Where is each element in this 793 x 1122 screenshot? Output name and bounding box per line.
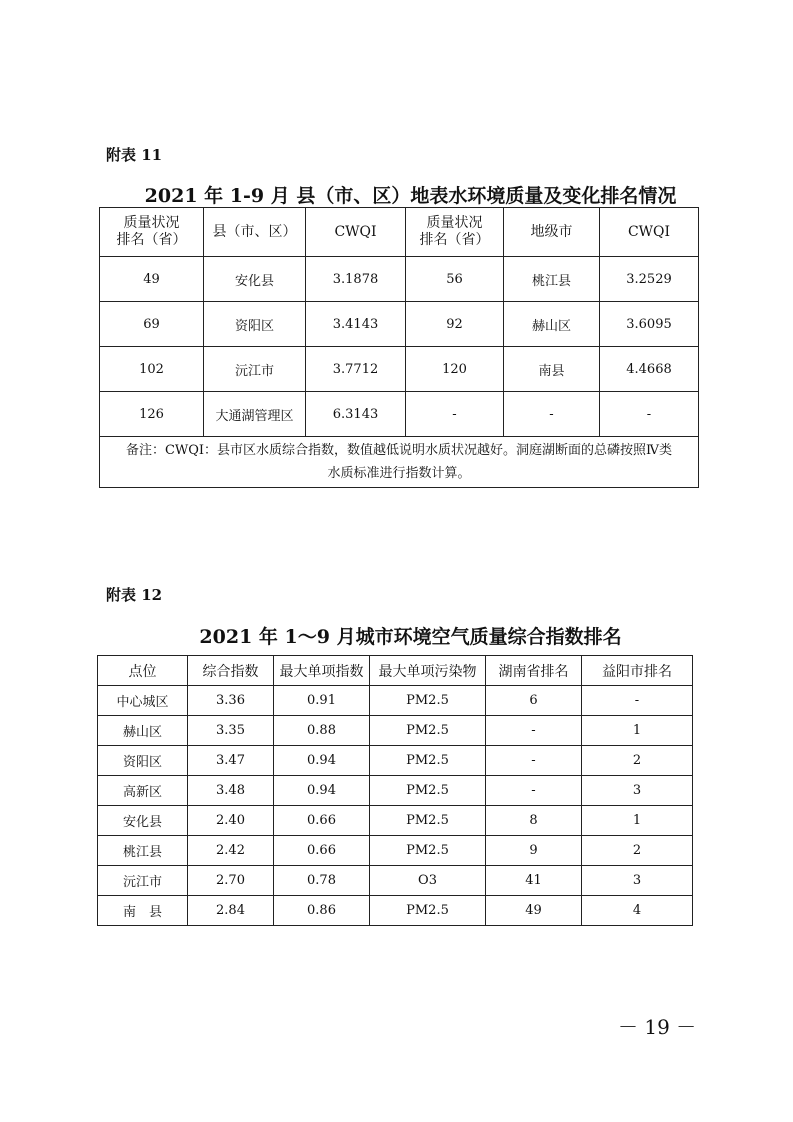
table-cell: 3 — [582, 866, 693, 896]
table-cell: 沅江市 — [204, 347, 306, 392]
header-line: 质量状况 — [123, 215, 180, 231]
table-cell: - — [504, 392, 600, 437]
header-cell: 综合指数 — [188, 656, 274, 686]
table-header-row — [98, 656, 693, 686]
header-cell: CWQI — [306, 208, 406, 257]
air-quality-table — [97, 655, 693, 926]
table-cell: PM2.5 — [370, 896, 486, 926]
table-cell: 56 — [406, 257, 504, 302]
table-row — [100, 257, 699, 302]
table-cell: PM2.5 — [370, 806, 486, 836]
table-cell: 中心城区 — [98, 686, 188, 716]
table-cell: 3.47 — [188, 746, 274, 776]
table-cell: 3.48 — [188, 776, 274, 806]
table-row — [98, 776, 693, 806]
table-cell: 高新区 — [98, 776, 188, 806]
table-cell: 2.40 — [188, 806, 274, 836]
table-cell: - — [486, 776, 582, 806]
table-cell: - — [600, 392, 699, 437]
table-cell: - — [486, 716, 582, 746]
header-cell: 点位 — [98, 656, 188, 686]
header-cell: 湖南省排名 — [486, 656, 582, 686]
header-cell: 地级市 — [504, 208, 600, 257]
table-cell: 0.88 — [274, 716, 370, 746]
note-line: 水质标准进行指数计算。 — [327, 466, 471, 481]
appendix-12-label: 附表 12 — [106, 586, 163, 604]
table-cell: 南 县 — [98, 896, 188, 926]
table-row — [98, 896, 693, 926]
table-cell: PM2.5 — [370, 776, 486, 806]
table-cell: 102 — [100, 347, 204, 392]
table-cell: - — [486, 746, 582, 776]
table-cell: 桃江县 — [504, 257, 600, 302]
table-cell: PM2.5 — [370, 836, 486, 866]
header-cell: 益阳市排名 — [582, 656, 693, 686]
table-cell: 9 — [486, 836, 582, 866]
table-cell: 0.91 — [274, 686, 370, 716]
header-line: 质量状况 — [426, 215, 483, 231]
table-note — [100, 437, 699, 488]
header-cell: 最大单项污染物 — [370, 656, 486, 686]
table-row — [98, 836, 693, 866]
table-row — [98, 686, 693, 716]
table-cell: - — [406, 392, 504, 437]
table-cell: 92 — [406, 302, 504, 347]
table-cell: 8 — [486, 806, 582, 836]
header-cell — [100, 208, 204, 257]
table-row — [98, 746, 693, 776]
table-row — [98, 716, 693, 746]
table-cell: 3.2529 — [600, 257, 699, 302]
header-cell: CWQI — [600, 208, 699, 257]
header-line: 排名（省） — [116, 232, 187, 248]
table-header-row — [100, 208, 699, 257]
table-cell: 4.4668 — [600, 347, 699, 392]
table-row — [100, 347, 699, 392]
table-cell: 赫山区 — [98, 716, 188, 746]
appendix-12-title: 2021 年 1～9 月城市环境空气质量综合指数排名 — [199, 626, 622, 648]
table-cell: 120 — [406, 347, 504, 392]
table-cell: 1 — [582, 806, 693, 836]
table-cell: 0.66 — [274, 836, 370, 866]
table-cell: 桃江县 — [98, 836, 188, 866]
table-cell: 3.4143 — [306, 302, 406, 347]
table-cell: 3.6095 — [600, 302, 699, 347]
table-cell: 126 — [100, 392, 204, 437]
table-cell: 0.94 — [274, 776, 370, 806]
table-cell: PM2.5 — [370, 716, 486, 746]
table-cell: 沅江市 — [98, 866, 188, 896]
table-cell: 2.42 — [188, 836, 274, 866]
table-cell: 0.94 — [274, 746, 370, 776]
table-cell: 资阳区 — [98, 746, 188, 776]
header-cell: 最大单项指数 — [274, 656, 370, 686]
table-cell: 3 — [582, 776, 693, 806]
table-cell: 赫山区 — [504, 302, 600, 347]
table-row — [100, 302, 699, 347]
table-cell: 49 — [486, 896, 582, 926]
table-cell: 3.1878 — [306, 257, 406, 302]
table-cell: 资阳区 — [204, 302, 306, 347]
table-cell: 3.7712 — [306, 347, 406, 392]
table-cell: 3.36 — [188, 686, 274, 716]
table-cell: 2.84 — [188, 896, 274, 926]
table-cell: 6.3143 — [306, 392, 406, 437]
table-row — [98, 806, 693, 836]
table-row — [98, 866, 693, 896]
table-note-row — [100, 437, 699, 488]
table-cell: 0.86 — [274, 896, 370, 926]
table-cell: 0.66 — [274, 806, 370, 836]
table-cell: 2 — [582, 836, 693, 866]
table-cell: O3 — [370, 866, 486, 896]
header-cell — [406, 208, 504, 257]
page-number: － 19 － — [618, 1015, 697, 1039]
table-cell: 41 — [486, 866, 582, 896]
table-cell: 大通湖管理区 — [204, 392, 306, 437]
table-cell: 安化县 — [204, 257, 306, 302]
appendix-11-label: 附表 11 — [106, 146, 163, 164]
table-row — [100, 392, 699, 437]
table-cell: 49 — [100, 257, 204, 302]
table-cell: 0.78 — [274, 866, 370, 896]
table-cell: PM2.5 — [370, 746, 486, 776]
appendix-11-title: 2021 年 1-9 月 县（市、区）地表水环境质量及变化排名情况 — [144, 185, 677, 207]
table-cell: 2.70 — [188, 866, 274, 896]
table-cell: 2 — [582, 746, 693, 776]
table-cell: 安化县 — [98, 806, 188, 836]
header-cell: 县（市、区） — [204, 208, 306, 257]
table-cell: 3.35 — [188, 716, 274, 746]
table-cell: PM2.5 — [370, 686, 486, 716]
table-cell: 4 — [582, 896, 693, 926]
note-line: 备注：CWQI：县市区水质综合指数，数值越低说明水质状况越好。洞庭湖断面的总磷按照Ⅳ类 — [125, 443, 673, 458]
table-cell: - — [582, 686, 693, 716]
table-cell: 南县 — [504, 347, 600, 392]
table-cell: 1 — [582, 716, 693, 746]
header-line: 排名（省） — [419, 232, 490, 248]
table-cell: 6 — [486, 686, 582, 716]
surface-water-table — [99, 207, 699, 488]
table-cell: 69 — [100, 302, 204, 347]
